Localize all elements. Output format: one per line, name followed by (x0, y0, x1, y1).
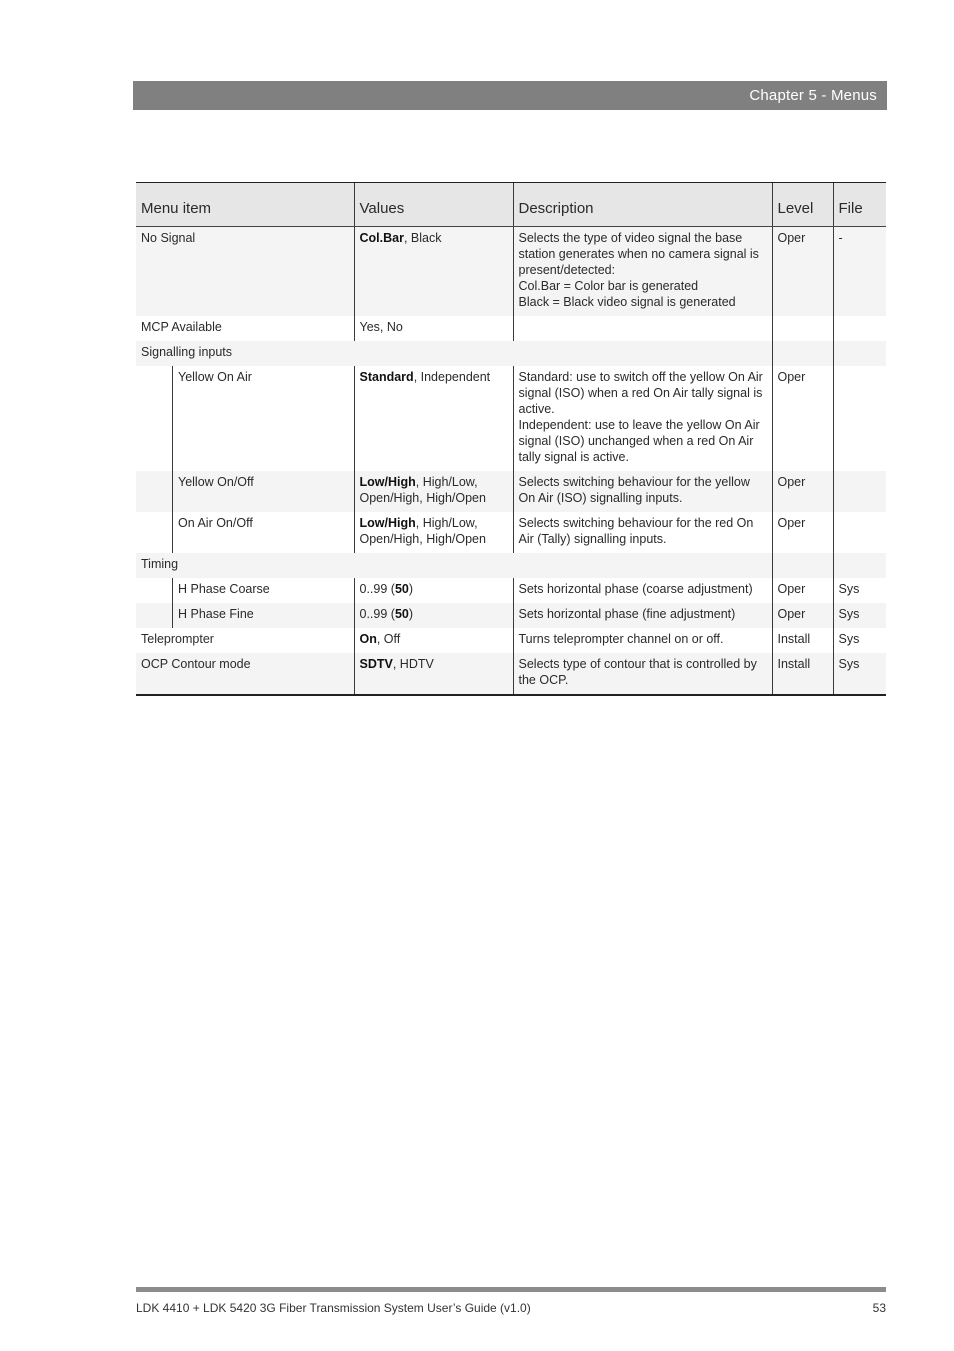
description-cell: Sets horizontal phase (coarse adjustment) (513, 578, 772, 603)
values-cell: 0..99 (50) (354, 603, 513, 628)
level-cell: Oper (772, 512, 833, 553)
level-cell: Oper (772, 578, 833, 603)
col-header-menu-item: Menu item (136, 183, 354, 227)
description-cell (513, 316, 772, 341)
table-row (136, 512, 886, 553)
values-cell: Col.Bar, Black (354, 227, 513, 317)
menu-item-cell: Yellow On Air (136, 366, 354, 471)
menu-item-cell: H Phase Coarse (136, 578, 354, 603)
menu-item-cell: Yellow On/Off (136, 471, 354, 512)
level-cell: Oper (772, 227, 833, 317)
values-cell: Low/High, High/Low, Open/High, High/Open (354, 471, 513, 512)
level-cell (772, 316, 833, 341)
menu-item-cell: On Air On/Off (136, 512, 354, 553)
level-cell: Install (772, 628, 833, 653)
table-header-row (136, 183, 886, 227)
values-cell: Yes, No (354, 316, 513, 341)
table-row (136, 471, 886, 512)
values-cell: SDTV, HDTV (354, 653, 513, 695)
table-row (136, 227, 886, 317)
table-group-row (136, 553, 886, 578)
table-row (136, 578, 886, 603)
description-cell: Selects switching behaviour for the yellow On Air (ISO) signalling inputs. (513, 471, 772, 512)
table-row (136, 316, 886, 341)
level-cell: Oper (772, 366, 833, 471)
table-group-row (136, 341, 886, 366)
table-row (136, 653, 886, 695)
group-label: Timing (141, 557, 179, 571)
file-cell (833, 512, 886, 553)
table-row (136, 603, 886, 628)
col-header-values: Values (354, 183, 513, 227)
file-cell: Sys (833, 603, 886, 628)
menu-item-cell: Teleprompter (141, 632, 214, 646)
values-cell: Low/High, High/Low, Open/High, High/Open (354, 512, 513, 553)
description-cell: Selects switching behaviour for the red On Air (Tally) signalling inputs. (513, 512, 772, 553)
col-header-file: File (833, 183, 886, 227)
group-label: Signalling inputs (141, 345, 233, 359)
values-cell: 0..99 (50) (354, 578, 513, 603)
table-row (136, 366, 886, 471)
col-header-level: Level (772, 183, 833, 227)
page-number: 53 (872, 1301, 886, 1315)
description-cell: Turns teleprompter channel on or off. (513, 628, 772, 653)
table-row (136, 628, 886, 653)
description-cell: Selects the type of video signal the base station generates when no camera signal is present/detected: Col.Bar = Color bar is generated Black = Black video signal is generated (513, 227, 772, 317)
description-cell: Sets horizontal phase (fine adjustment) (513, 603, 772, 628)
menu-item-cell: H Phase Fine (136, 603, 354, 628)
description-cell: Standard: use to switch off the yellow On Air signal (ISO) when a red On Air tally signal is active. Independent: use to leave the yellow On Air signal (ISO) unchanged when a red On Air tally signal is active. (513, 366, 772, 471)
values-cell: On, Off (354, 628, 513, 653)
file-cell: - (833, 227, 886, 317)
file-cell (833, 316, 886, 341)
file-cell (833, 471, 886, 512)
description-cell: Selects type of contour that is controlled by the OCP. (513, 653, 772, 695)
menu-table (136, 182, 886, 696)
values-cell: Standard, Independent (354, 366, 513, 471)
file-cell: Sys (833, 578, 886, 603)
menu-item-cell: No Signal (141, 231, 196, 245)
file-cell (833, 366, 886, 471)
menu-item-cell: MCP Available (141, 320, 222, 334)
chapter-header-bar (133, 81, 887, 110)
file-cell: Sys (833, 628, 886, 653)
footer-rule (136, 1287, 886, 1292)
file-cell: Sys (833, 653, 886, 695)
level-cell: Oper (772, 603, 833, 628)
menu-item-cell: OCP Contour mode (136, 653, 354, 695)
level-cell: Oper (772, 471, 833, 512)
level-cell: Install (772, 653, 833, 695)
footer-document-title: LDK 4410 + LDK 5420 3G Fiber Transmission System User’s Guide (v1.0) (136, 1301, 531, 1315)
chapter-title: Chapter 5 - Menus (749, 87, 877, 104)
col-header-description: Description (513, 183, 772, 227)
